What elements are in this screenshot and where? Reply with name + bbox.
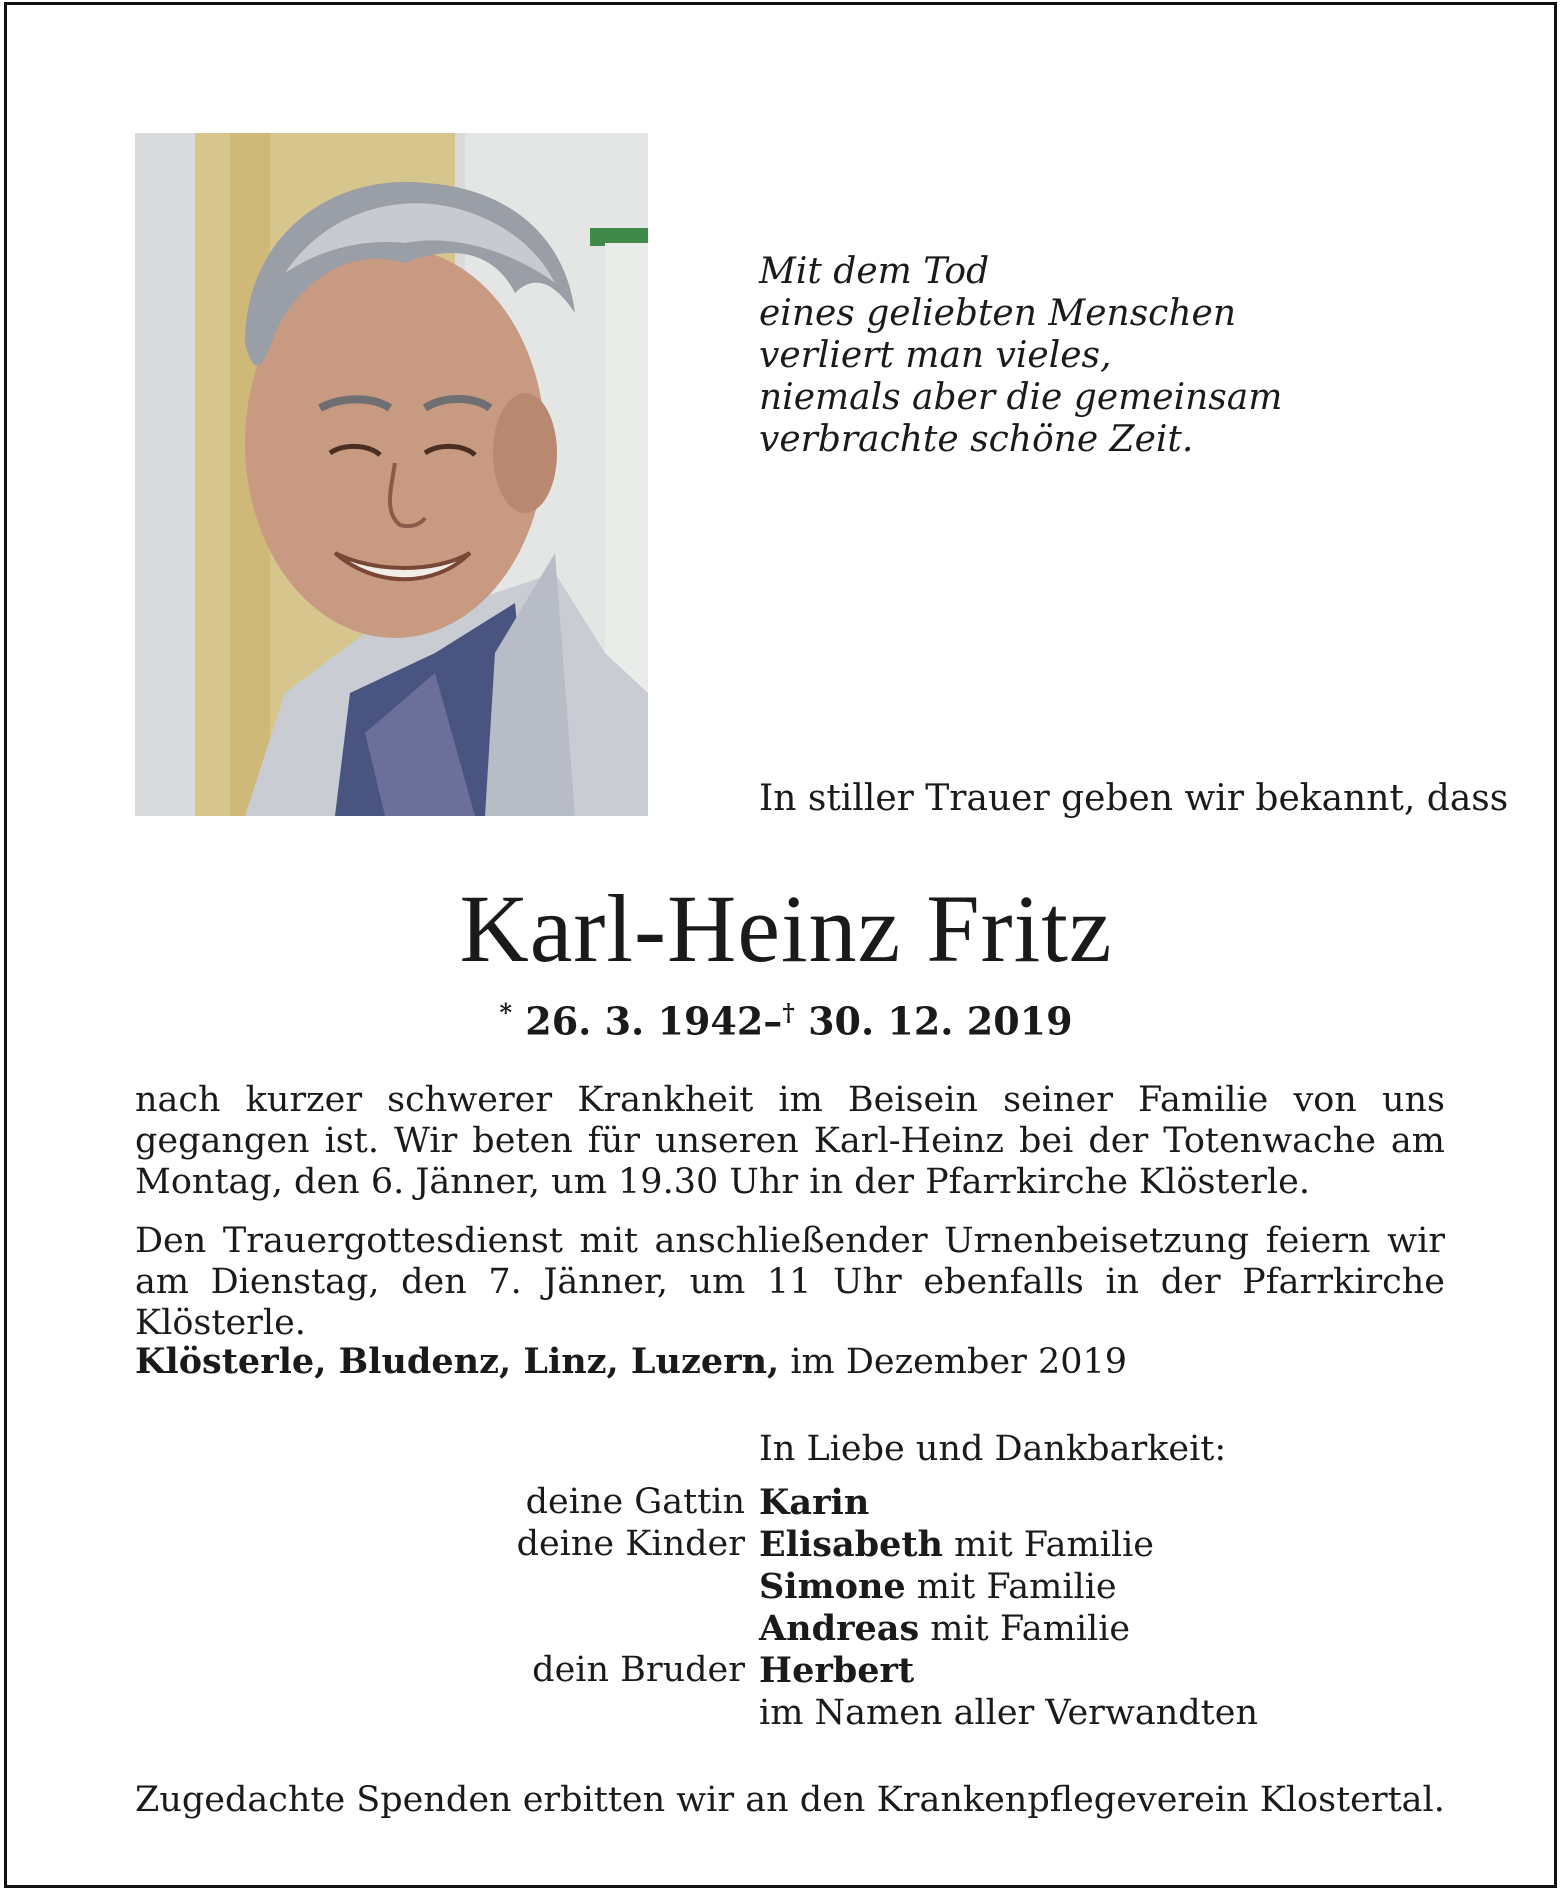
death-symbol: † [782, 998, 795, 1027]
deceased-name: Karl-Heinz Fritz [459, 875, 1113, 982]
family-relation: deine Gattin [525, 1482, 745, 1522]
family-member [759, 1566, 1117, 1607]
place-date-line [135, 1341, 1127, 1382]
quote-line: eines geliebten Menschen [759, 293, 1237, 334]
birth-symbol: * [499, 998, 513, 1027]
place-date: im Dezember 2019 [790, 1342, 1128, 1382]
family-row [7, 1524, 1565, 1566]
family-relation: dein Bruder [532, 1650, 745, 1690]
donations-note: Zugedachte Spenden erbitten wir an den Krankenpflegeverein Klostertal. [135, 1780, 1445, 1820]
paragraph-service: Den Trauergottesdienst mit anschließender Urnenbeisetzung feiern wir am Dienstag, den 7. Jänner, um 11 Uhr ebenfalls in der Pfarrkirche Klösterle. [135, 1221, 1445, 1343]
family-name: Andreas [759, 1608, 920, 1649]
thanks-line: In Liebe und Dankbarkeit: [759, 1429, 1227, 1469]
memorial-quote [759, 251, 1282, 461]
family-row [7, 1692, 1565, 1734]
family-suffix: mit Familie [943, 1525, 1154, 1565]
family-member [759, 1524, 1154, 1565]
death-date: 30. 12. 2019 [808, 998, 1073, 1044]
family-row [7, 1482, 1565, 1524]
family-list [7, 1482, 1565, 1734]
family-member [759, 1482, 869, 1523]
life-dates [7, 998, 1565, 1044]
family-member [759, 1692, 1258, 1733]
family-name: Simone [759, 1566, 906, 1607]
places: Klösterle, Bludenz, Linz, Luzern, [135, 1341, 780, 1382]
date-dash: – [763, 998, 783, 1044]
family-suffix: im Namen aller Verwandten [759, 1693, 1258, 1733]
family-row [7, 1566, 1565, 1608]
family-suffix: mit Familie [919, 1609, 1131, 1649]
quote-line: niemals aber die gemeinsam [759, 377, 1283, 418]
announcement: In stiller Trauer geben wir bekannt, dass [759, 778, 1509, 819]
family-row [7, 1650, 1565, 1692]
quote-line: verliert man vieles, [759, 335, 1112, 376]
family-row [7, 1608, 1565, 1650]
obituary-frame [4, 2, 1557, 1888]
portrait-photo [135, 133, 648, 816]
birth-date: 26. 3. 1942 [525, 998, 764, 1044]
family-suffix: mit Familie [905, 1567, 1117, 1607]
paragraph-passing: nach kurzer schwerer Krankheit im Beisein seiner Familie von uns gegangen ist. Wir beten für unseren Karl-Heinz bei der Totenwache am Montag, den 6. Jänner, um 19.30 Uhr in der Pfarrkirche Klösterle. [135, 1080, 1445, 1202]
family-member [759, 1608, 1130, 1649]
family-name: Herbert [759, 1650, 915, 1691]
family-name: Elisabeth [759, 1524, 944, 1565]
quote-line: Mit dem Tod [759, 251, 990, 292]
family-relation: deine Kinder [516, 1524, 745, 1564]
family-name: Karin [759, 1482, 870, 1523]
quote-line: verbrachte schöne Zeit. [759, 419, 1194, 460]
family-member [759, 1650, 914, 1691]
